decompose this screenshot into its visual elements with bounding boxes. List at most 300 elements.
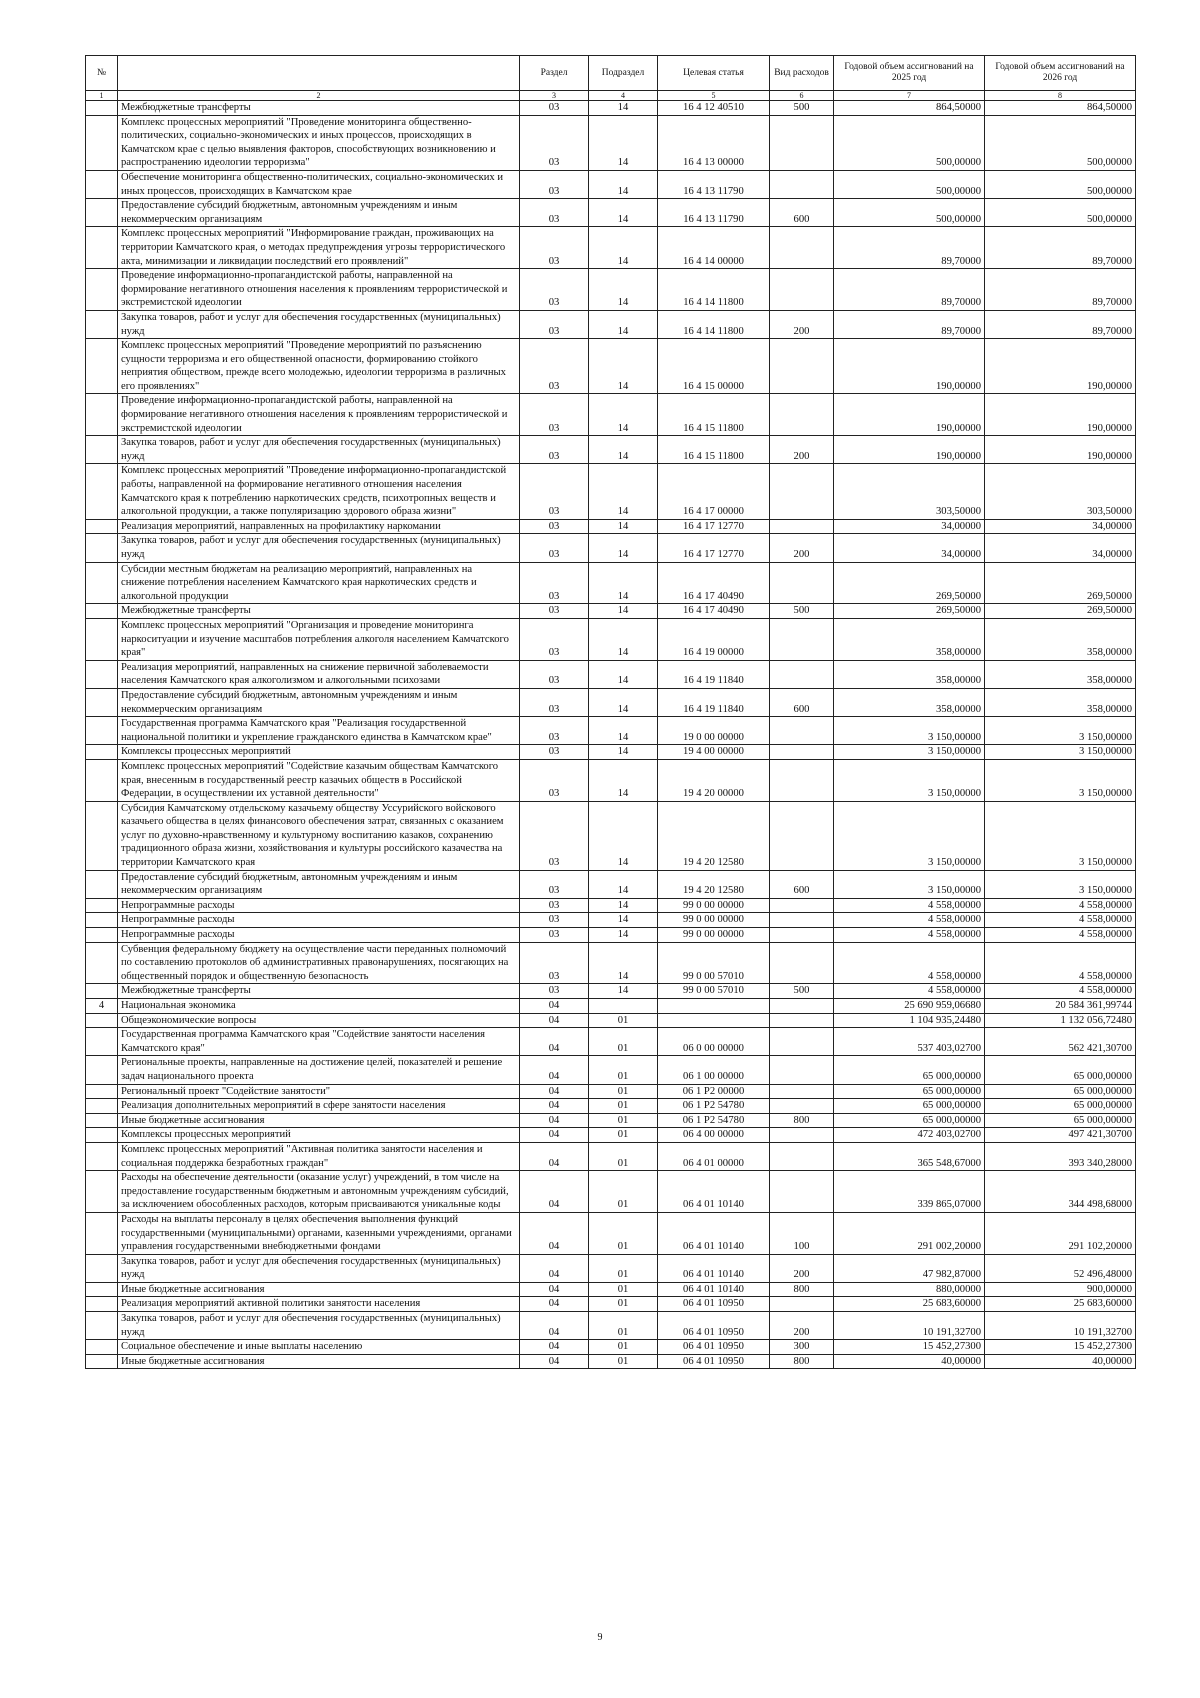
row-amount-2025: 3 150,00000 — [834, 870, 985, 898]
row-razdel: 04 — [520, 1013, 589, 1028]
row-number — [86, 519, 118, 534]
row-vid — [770, 170, 834, 198]
row-vid — [770, 660, 834, 688]
row-article: 16 4 12 40510 — [658, 101, 770, 116]
row-vid — [770, 717, 834, 745]
row-amount-2025: 3 150,00000 — [834, 745, 985, 760]
row-vid — [770, 1099, 834, 1114]
table-row — [86, 604, 1136, 619]
row-amount-2026: 358,00000 — [985, 688, 1136, 716]
row-article: 16 4 14 00000 — [658, 227, 770, 269]
table-row — [86, 227, 1136, 269]
row-amount-2026: 4 558,00000 — [985, 928, 1136, 943]
row-number — [86, 339, 118, 394]
row-vid — [770, 618, 834, 660]
row-razdel: 04 — [520, 1340, 589, 1355]
row-podrazdel: 14 — [589, 660, 658, 688]
row-amount-2025: 190,00000 — [834, 339, 985, 394]
row-podrazdel: 01 — [589, 1013, 658, 1028]
row-number — [86, 1171, 118, 1213]
row-number — [86, 227, 118, 269]
col-number: 6 — [770, 91, 834, 101]
row-amount-2026: 358,00000 — [985, 660, 1136, 688]
row-razdel: 03 — [520, 170, 589, 198]
row-razdel: 03 — [520, 717, 589, 745]
row-name: Предоставление субсидий бюджетным, автономным учреждениям и иным некоммерческим организациям — [118, 688, 520, 716]
table-row — [86, 913, 1136, 928]
table-row — [86, 436, 1136, 464]
row-name: Закупка товаров, работ и услуг для обеспечения государственных (муниципальных) нужд — [118, 310, 520, 338]
row-razdel: 03 — [520, 310, 589, 338]
table-row — [86, 269, 1136, 311]
row-podrazdel: 14 — [589, 534, 658, 562]
row-amount-2025: 358,00000 — [834, 618, 985, 660]
row-article: 19 4 20 12580 — [658, 870, 770, 898]
row-amount-2025: 500,00000 — [834, 170, 985, 198]
row-name: Предоставление субсидий бюджетным, автономным учреждениям и иным некоммерческим организациям — [118, 199, 520, 227]
row-amount-2026: 269,50000 — [985, 562, 1136, 604]
row-razdel: 03 — [520, 436, 589, 464]
row-article: 16 4 15 11800 — [658, 436, 770, 464]
row-podrazdel: 14 — [589, 984, 658, 999]
row-amount-2025: 3 150,00000 — [834, 801, 985, 870]
col-number: 7 — [834, 91, 985, 101]
row-podrazdel: 01 — [589, 1282, 658, 1297]
row-razdel: 03 — [520, 227, 589, 269]
row-vid: 600 — [770, 870, 834, 898]
table-row — [86, 660, 1136, 688]
row-article: 06 1 P2 54780 — [658, 1113, 770, 1128]
row-amount-2026: 3 150,00000 — [985, 870, 1136, 898]
row-podrazdel: 01 — [589, 1354, 658, 1369]
row-name: Иные бюджетные ассигнования — [118, 1354, 520, 1369]
row-article: 19 4 20 00000 — [658, 759, 770, 801]
row-amount-2026: 4 558,00000 — [985, 984, 1136, 999]
row-amount-2026: 65 000,00000 — [985, 1084, 1136, 1099]
table-row — [86, 170, 1136, 198]
row-razdel: 03 — [520, 660, 589, 688]
row-razdel: 03 — [520, 101, 589, 116]
row-number — [86, 1113, 118, 1128]
row-vid — [770, 1128, 834, 1143]
row-number — [86, 717, 118, 745]
table-row — [86, 688, 1136, 716]
row-amount-2025: 40,00000 — [834, 1354, 985, 1369]
col-number: 5 — [658, 91, 770, 101]
row-article: 16 4 13 11790 — [658, 199, 770, 227]
row-amount-2026: 25 683,60000 — [985, 1297, 1136, 1312]
table-row — [86, 101, 1136, 116]
row-vid — [770, 1056, 834, 1084]
table-row — [86, 199, 1136, 227]
budget-table-sheet — [85, 55, 1135, 1369]
row-razdel: 03 — [520, 801, 589, 870]
row-podrazdel: 14 — [589, 801, 658, 870]
row-vid: 200 — [770, 1254, 834, 1282]
row-vid — [770, 1028, 834, 1056]
row-amount-2025: 500,00000 — [834, 115, 985, 170]
row-razdel: 03 — [520, 618, 589, 660]
row-number — [86, 1056, 118, 1084]
row-amount-2025: 880,00000 — [834, 1282, 985, 1297]
row-amount-2026: 15 452,27300 — [985, 1340, 1136, 1355]
row-number — [86, 801, 118, 870]
row-vid: 500 — [770, 984, 834, 999]
row-razdel: 04 — [520, 1297, 589, 1312]
row-amount-2026: 3 150,00000 — [985, 801, 1136, 870]
row-amount-2025: 89,70000 — [834, 310, 985, 338]
row-article: 06 4 01 10140 — [658, 1282, 770, 1297]
row-number — [86, 870, 118, 898]
row-amount-2025: 472 403,02700 — [834, 1128, 985, 1143]
row-amount-2025: 303,50000 — [834, 464, 985, 519]
row-podrazdel: 14 — [589, 870, 658, 898]
row-number — [86, 199, 118, 227]
table-row — [86, 562, 1136, 604]
row-podrazdel: 14 — [589, 227, 658, 269]
col-header-num: № — [86, 56, 118, 91]
row-vid — [770, 999, 834, 1014]
row-razdel: 03 — [520, 928, 589, 943]
table-row — [86, 1171, 1136, 1213]
row-article: 06 4 01 10140 — [658, 1212, 770, 1254]
page-number: 9 — [597, 1632, 603, 1643]
row-name: Межбюджетные трансферты — [118, 604, 520, 619]
table-row — [86, 1113, 1136, 1128]
row-article: 16 4 17 12770 — [658, 534, 770, 562]
row-amount-2026: 900,00000 — [985, 1282, 1136, 1297]
row-podrazdel: 14 — [589, 199, 658, 227]
row-amount-2026: 500,00000 — [985, 199, 1136, 227]
row-amount-2026: 562 421,30700 — [985, 1028, 1136, 1056]
table-row — [86, 115, 1136, 170]
row-article: 06 1 P2 54780 — [658, 1099, 770, 1114]
row-amount-2026: 190,00000 — [985, 394, 1136, 436]
row-razdel: 03 — [520, 745, 589, 760]
table-row — [86, 942, 1136, 984]
row-razdel: 03 — [520, 759, 589, 801]
table-row — [86, 310, 1136, 338]
row-name: Комплекс процессных мероприятий "Проведение информационно-пропагандистской работы, направленной на формирование негативного отношения населения Камчатского края к потреблению наркотических средств, психотропных веществ и алкогольной продукции, а также популяризацию здорового образа жизни" — [118, 464, 520, 519]
row-vid: 600 — [770, 199, 834, 227]
col-header-podrazdel: Подраздел — [589, 56, 658, 91]
row-vid — [770, 1013, 834, 1028]
row-amount-2025: 4 558,00000 — [834, 942, 985, 984]
row-amount-2026: 40,00000 — [985, 1354, 1136, 1369]
table-row — [86, 717, 1136, 745]
row-vid — [770, 227, 834, 269]
row-podrazdel: 14 — [589, 519, 658, 534]
row-vid: 800 — [770, 1354, 834, 1369]
row-name: Закупка товаров, работ и услуг для обеспечения государственных (муниципальных) нужд — [118, 436, 520, 464]
row-article — [658, 1013, 770, 1028]
row-number — [86, 984, 118, 999]
table-row — [86, 618, 1136, 660]
row-name: Закупка товаров, работ и услуг для обеспечения государственных (муниципальных) нужд — [118, 534, 520, 562]
table-row — [86, 1099, 1136, 1114]
row-vid — [770, 1142, 834, 1170]
row-name: Комплексы процессных мероприятий — [118, 1128, 520, 1143]
row-vid — [770, 562, 834, 604]
row-razdel: 03 — [520, 913, 589, 928]
row-article: 16 4 14 11800 — [658, 310, 770, 338]
col-number: 8 — [985, 91, 1136, 101]
row-number — [86, 170, 118, 198]
row-podrazdel: 14 — [589, 101, 658, 116]
row-podrazdel: 14 — [589, 115, 658, 170]
row-amount-2026: 52 496,48000 — [985, 1254, 1136, 1282]
row-amount-2026: 4 558,00000 — [985, 913, 1136, 928]
row-number — [86, 660, 118, 688]
row-podrazdel: 14 — [589, 394, 658, 436]
row-vid: 300 — [770, 1340, 834, 1355]
row-name: Национальная экономика — [118, 999, 520, 1014]
row-amount-2025: 190,00000 — [834, 394, 985, 436]
row-amount-2026: 89,70000 — [985, 310, 1136, 338]
row-number — [86, 1099, 118, 1114]
col-header-razdel: Раздел — [520, 56, 589, 91]
row-amount-2025: 4 558,00000 — [834, 898, 985, 913]
row-amount-2025: 4 558,00000 — [834, 928, 985, 943]
row-article: 16 4 14 11800 — [658, 269, 770, 311]
col-header-name — [118, 56, 520, 91]
row-amount-2025: 34,00000 — [834, 519, 985, 534]
col-header-vid: Вид расходов — [770, 56, 834, 91]
row-amount-2025: 3 150,00000 — [834, 759, 985, 801]
row-amount-2025: 358,00000 — [834, 660, 985, 688]
row-podrazdel: 01 — [589, 1142, 658, 1170]
row-vid — [770, 464, 834, 519]
row-podrazdel: 14 — [589, 942, 658, 984]
row-number — [86, 1340, 118, 1355]
row-amount-2025: 65 000,00000 — [834, 1056, 985, 1084]
row-razdel: 03 — [520, 339, 589, 394]
row-number — [86, 1312, 118, 1340]
row-article: 06 1 P2 00000 — [658, 1084, 770, 1099]
row-podrazdel: 14 — [589, 688, 658, 716]
row-article: 16 4 17 12770 — [658, 519, 770, 534]
row-amount-2026: 497 421,30700 — [985, 1128, 1136, 1143]
row-amount-2026: 1 132 056,72480 — [985, 1013, 1136, 1028]
row-amount-2026: 358,00000 — [985, 618, 1136, 660]
row-podrazdel — [589, 999, 658, 1014]
row-vid: 200 — [770, 436, 834, 464]
row-number — [86, 101, 118, 116]
row-article: 06 4 01 10950 — [658, 1340, 770, 1355]
row-number — [86, 1013, 118, 1028]
row-article: 16 4 19 11840 — [658, 660, 770, 688]
row-article: 99 0 00 00000 — [658, 928, 770, 943]
row-number — [86, 1142, 118, 1170]
col-number: 1 — [86, 91, 118, 101]
row-amount-2026: 291 102,20000 — [985, 1212, 1136, 1254]
row-number — [86, 618, 118, 660]
row-number — [86, 1028, 118, 1056]
row-article: 16 4 19 00000 — [658, 618, 770, 660]
row-razdel: 04 — [520, 1099, 589, 1114]
row-amount-2026: 190,00000 — [985, 339, 1136, 394]
table-row — [86, 1354, 1136, 1369]
row-amount-2026: 3 150,00000 — [985, 759, 1136, 801]
row-razdel: 04 — [520, 1028, 589, 1056]
table-row — [86, 394, 1136, 436]
row-vid — [770, 745, 834, 760]
row-number — [86, 1128, 118, 1143]
row-name: Непрограммные расходы — [118, 898, 520, 913]
row-amount-2026: 34,00000 — [985, 519, 1136, 534]
row-name: Реализация дополнительных мероприятий в сфере занятости населения — [118, 1099, 520, 1114]
row-amount-2025: 89,70000 — [834, 269, 985, 311]
budget-table — [85, 55, 1136, 1369]
row-razdel: 03 — [520, 269, 589, 311]
row-podrazdel: 01 — [589, 1312, 658, 1340]
row-razdel: 03 — [520, 464, 589, 519]
row-amount-2026: 10 191,32700 — [985, 1312, 1136, 1340]
row-amount-2025: 4 558,00000 — [834, 984, 985, 999]
row-number — [86, 394, 118, 436]
row-amount-2025: 89,70000 — [834, 227, 985, 269]
row-podrazdel: 14 — [589, 618, 658, 660]
row-podrazdel: 14 — [589, 717, 658, 745]
row-amount-2026: 190,00000 — [985, 436, 1136, 464]
table-row — [86, 745, 1136, 760]
row-razdel: 04 — [520, 1128, 589, 1143]
row-name: Субсидии местным бюджетам на реализацию мероприятий, направленных на снижение потребления населением Камчатского края наркотических средств и алкогольной продукции — [118, 562, 520, 604]
row-name: Субвенция федеральному бюджету на осуществление части переданных полномочий по составлению протоколов об административных правонарушениях, посягающих на общественный порядок и общественную безопасность — [118, 942, 520, 984]
row-number — [86, 928, 118, 943]
row-razdel: 03 — [520, 199, 589, 227]
row-podrazdel: 01 — [589, 1056, 658, 1084]
row-number — [86, 436, 118, 464]
row-razdel: 04 — [520, 1171, 589, 1213]
row-amount-2025: 65 000,00000 — [834, 1099, 985, 1114]
row-amount-2026: 344 498,68000 — [985, 1171, 1136, 1213]
row-razdel: 03 — [520, 688, 589, 716]
row-podrazdel: 14 — [589, 913, 658, 928]
column-number-row — [86, 91, 1136, 101]
row-amount-2025: 291 002,20000 — [834, 1212, 985, 1254]
row-podrazdel: 14 — [589, 464, 658, 519]
row-amount-2025: 25 690 959,06680 — [834, 999, 985, 1014]
row-name: Иные бюджетные ассигнования — [118, 1113, 520, 1128]
row-article: 06 4 01 00000 — [658, 1142, 770, 1170]
row-vid — [770, 942, 834, 984]
row-name: Региональные проекты, направленные на достижение целей, показателей и решение задач национального проекта — [118, 1056, 520, 1084]
row-amount-2026: 89,70000 — [985, 269, 1136, 311]
row-name: Проведение информационно-пропагандистской работы, направленной на формирование негативного отношения населения к проявлениям террористической и экстремистской идеологии — [118, 269, 520, 311]
row-name: Комплекс процессных мероприятий "Организация и проведение мониторинга наркоситуации и изучение масштабов потребления алкоголя населением Камчатского края" — [118, 618, 520, 660]
table-row — [86, 801, 1136, 870]
row-vid: 800 — [770, 1113, 834, 1128]
row-number — [86, 1354, 118, 1369]
row-number — [86, 1254, 118, 1282]
row-article — [658, 999, 770, 1014]
row-amount-2025: 3 150,00000 — [834, 717, 985, 745]
row-vid: 500 — [770, 101, 834, 116]
row-name: Комплекс процессных мероприятий "Проведение мероприятий по разъяснению сущности терроризма и его общественной опасности, формированию стойкого неприятия обществом, прежде всего молодежью, идеологии терроризма в различных его проявлениях" — [118, 339, 520, 394]
row-podrazdel: 01 — [589, 1113, 658, 1128]
row-vid — [770, 898, 834, 913]
table-row — [86, 999, 1136, 1014]
row-amount-2025: 864,50000 — [834, 101, 985, 116]
row-podrazdel: 14 — [589, 170, 658, 198]
row-razdel: 03 — [520, 115, 589, 170]
row-number — [86, 688, 118, 716]
table-row — [86, 898, 1136, 913]
row-name: Государственная программа Камчатского края "Реализация государственной национальной политики и укрепление гражданского единства в Камчатском крае" — [118, 717, 520, 745]
row-amount-2026: 89,70000 — [985, 227, 1136, 269]
row-name: Проведение информационно-пропагандистской работы, направленной на формирование негативного отношения населения к проявлениям террористической и экстремистской идеологии — [118, 394, 520, 436]
row-article: 19 4 20 12580 — [658, 801, 770, 870]
row-amount-2025: 190,00000 — [834, 436, 985, 464]
col-header-2026: Годовой объем ассигнований на 2026 год — [985, 56, 1136, 91]
row-article: 06 1 00 00000 — [658, 1056, 770, 1084]
row-podrazdel: 01 — [589, 1084, 658, 1099]
row-number — [86, 759, 118, 801]
row-amount-2025: 10 191,32700 — [834, 1312, 985, 1340]
row-amount-2026: 4 558,00000 — [985, 898, 1136, 913]
row-vid — [770, 394, 834, 436]
row-name: Иные бюджетные ассигнования — [118, 1282, 520, 1297]
table-row — [86, 984, 1136, 999]
row-name: Государственная программа Камчатского края "Содействие занятости населения Камчатского края" — [118, 1028, 520, 1056]
row-name: Предоставление субсидий бюджетным, автономным учреждениям и иным некоммерческим организациям — [118, 870, 520, 898]
row-number — [86, 1297, 118, 1312]
row-number: 4 — [86, 999, 118, 1014]
row-name: Субсидия Камчатскому отдельскому казачьему обществу Уссурийского войскового казачьего общества в целях финансового обеспечения затрат, связанных с оказанием услуг по духовно-нравственному и культурному воспитанию казаков, сохранению традиционного образа жизни, хозяйствования и культуры российского казачества на территории Камчатского края — [118, 801, 520, 870]
table-body — [86, 101, 1136, 1369]
row-article: 16 4 13 11790 — [658, 170, 770, 198]
col-header-article: Целевая статья — [658, 56, 770, 91]
row-vid — [770, 1171, 834, 1213]
row-amount-2025: 269,50000 — [834, 562, 985, 604]
table-row — [86, 1013, 1136, 1028]
row-number — [86, 1282, 118, 1297]
row-amount-2025: 15 452,27300 — [834, 1340, 985, 1355]
row-razdel: 04 — [520, 1254, 589, 1282]
row-vid — [770, 759, 834, 801]
row-vid: 200 — [770, 1312, 834, 1340]
row-name: Комплекс процессных мероприятий "Проведение мониторинга общественно-политических, социально-экономических и иных процессов, происходящих в Камчатском крае с целью выявления факторов, способствующих возникновению и распространению идеологии терроризма" — [118, 115, 520, 170]
row-amount-2026: 65 000,00000 — [985, 1099, 1136, 1114]
row-amount-2025: 47 982,87000 — [834, 1254, 985, 1282]
row-article: 16 4 15 00000 — [658, 339, 770, 394]
row-article: 06 4 01 10950 — [658, 1312, 770, 1340]
table-row — [86, 1340, 1136, 1355]
header-row — [86, 56, 1136, 91]
row-name: Непрограммные расходы — [118, 913, 520, 928]
row-razdel: 03 — [520, 898, 589, 913]
row-razdel: 04 — [520, 1354, 589, 1369]
row-number — [86, 604, 118, 619]
row-name: Межбюджетные трансферты — [118, 101, 520, 116]
row-razdel: 04 — [520, 1312, 589, 1340]
row-number — [86, 534, 118, 562]
row-amount-2025: 358,00000 — [834, 688, 985, 716]
row-vid — [770, 928, 834, 943]
row-podrazdel: 14 — [589, 310, 658, 338]
row-podrazdel: 01 — [589, 1212, 658, 1254]
row-amount-2026: 20 584 361,99744 — [985, 999, 1136, 1014]
table-row — [86, 519, 1136, 534]
row-article: 16 4 17 00000 — [658, 464, 770, 519]
row-razdel: 04 — [520, 1142, 589, 1170]
row-article: 06 4 01 10140 — [658, 1254, 770, 1282]
row-article: 16 4 13 00000 — [658, 115, 770, 170]
row-name: Общеэкономические вопросы — [118, 1013, 520, 1028]
row-article: 99 0 00 57010 — [658, 984, 770, 999]
row-razdel: 03 — [520, 942, 589, 984]
